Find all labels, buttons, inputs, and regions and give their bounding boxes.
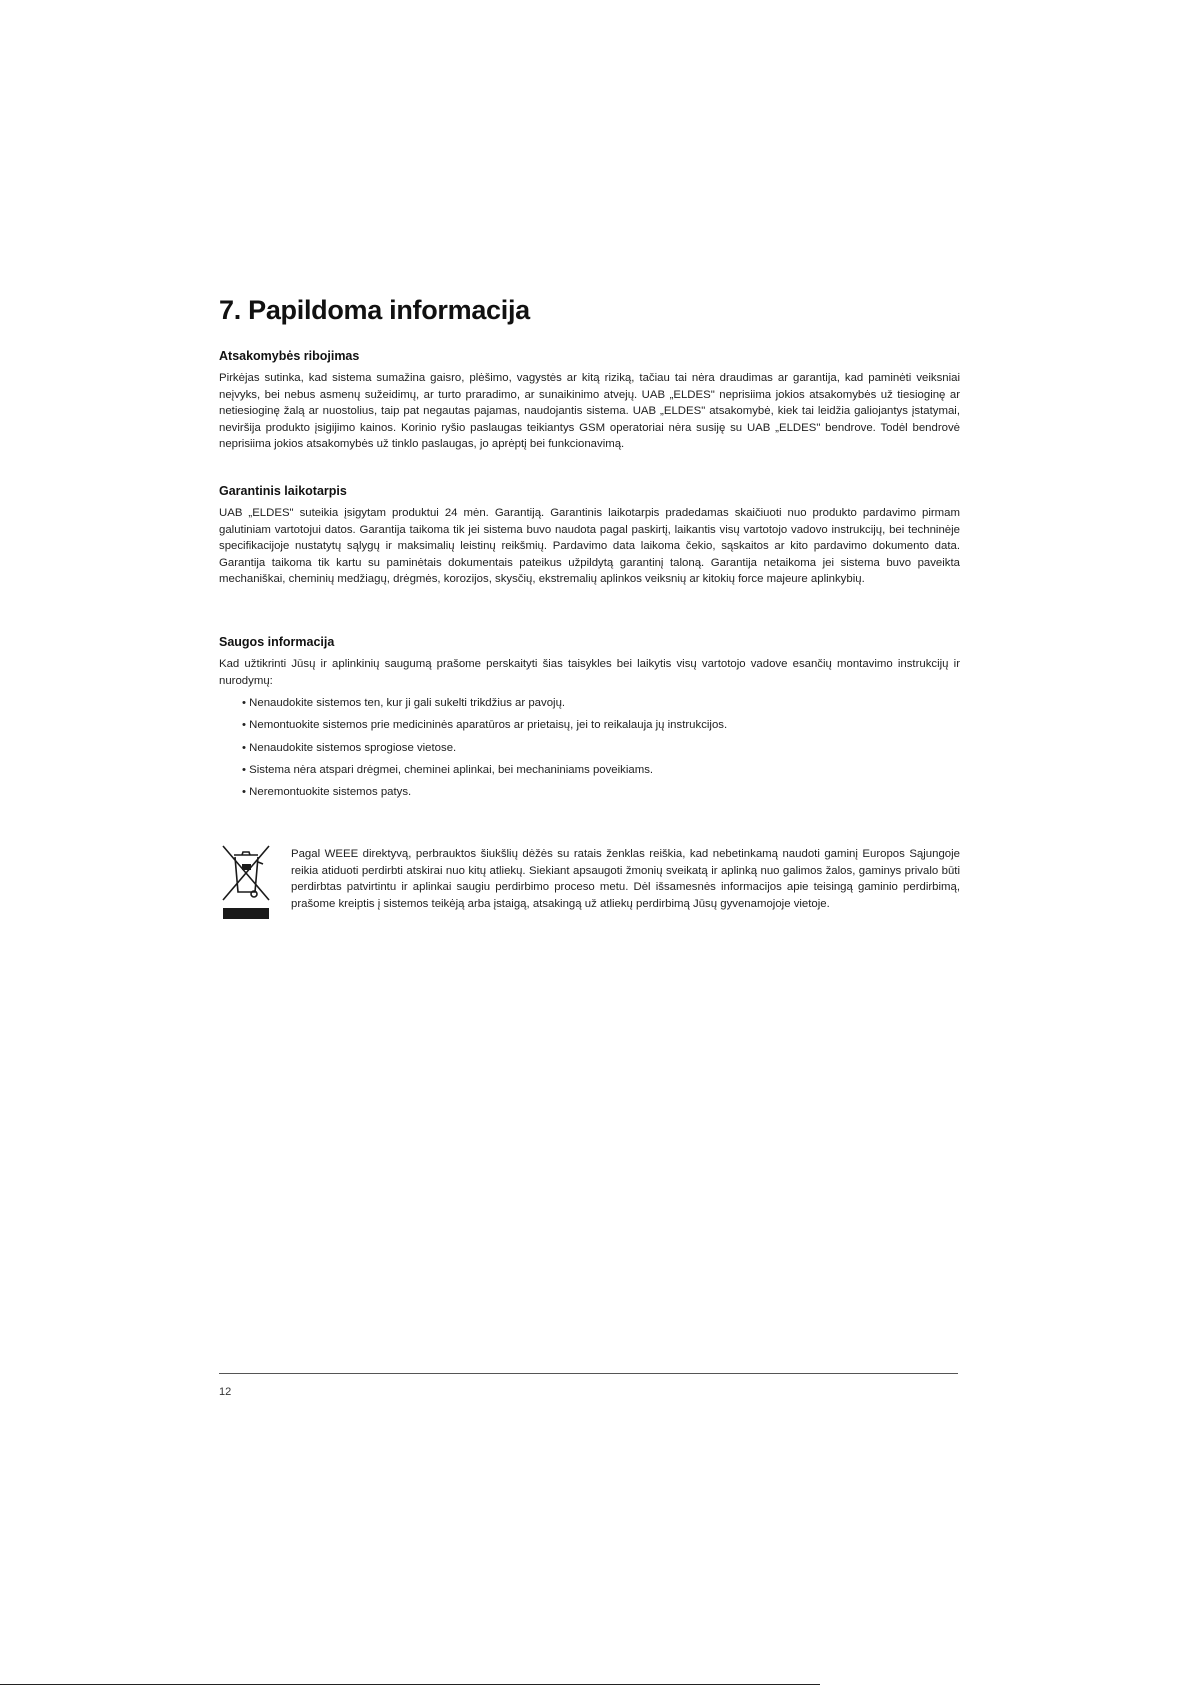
list-item: • Neremontuokite sistemos patys. (242, 784, 960, 800)
section-body-liability: Pirkėjas sutinka, kad sistema sumažina gaisro, plėšimo, vagystės ar kitą riziką, tačiau tai nėra draudimas ar garantija, kad paminėti veiksniai neįvyks, bei nebus asmenų sužeidimų, ar turto praradimo, ar sunaikinimo atvejų. UAB „ELDES" neprisiima jokios atsakomybės už tiesioginę ar netiesioginę žalą ar nuostolius, taip pat negautas pajamas, naudojantis sistema. UAB „ELDES" atsakomybė, kiek tai leidžia galiojantys įstatymai, neviršija produkto įsigijimo kainos. Korinio ryšio paslaugas teikiantys GSM operatoriai nėra susiję su UAB „ELDES" bendrove. Todėl bendrovė neprisiima jokios atsakomybės už tinklo paslaugas, jo aprėptį bei funkcionavimą. (219, 372, 960, 451)
crossed-out-wheelie-bin-icon (219, 842, 273, 920)
list-item: • Sistema nėra atspari drėgmei, cheminei aplinkai, bei mechaniniams poveikiams. (242, 762, 960, 778)
section-heading-safety: Saugos informacija (219, 635, 335, 649)
section-warranty (219, 484, 960, 588)
list-item: • Nemontuokite sistemos prie medicininės aparatūros ar prietaisų, jei to reikalauja jų instrukcijos. (242, 717, 960, 733)
section-heading-liability: Atsakomybės ribojimas (219, 349, 360, 363)
section-body-safety: Kad užtikrinti Jūsų ir aplinkinių saugumą prašome perskaityti šias taisykles bei laikytis visų vartotojo vadove esančių montavimo instrukcijų ir nurodymų: (219, 658, 960, 687)
footer-divider (219, 1373, 958, 1374)
section-body-warranty: UAB „ELDES" suteikia įsigytam produktui 24 mėn. Garantiją. Garantinis laikotarpis pradedamas skaičiuoti nuo produkto pardavimo pirmam galutiniam vartotojui datos. Garantija taikoma tik jei sistema buvo naudota pagal paskirtį, laikantis visų vartotojo vadovo instrukcijų, bei techninėje specifikacijoje nustatytų sąlygų ir maksimalių leistinų reikšmių. Pardavimo data laikoma čekio, sąskaitos ar kito pardavimo dokumento data. Garantija taikoma tik kartu su paminėtais dokumentais pateikus užpildytą garantinį taloną. Garantija netaikoma jei sistema buvo paveikta mechaniškai, cheminių medžiagų, drėgmės, korozijos, skysčių, ekstremalių aplinkos veiksnių ar kitokių force majeure aplinkybių. (219, 507, 960, 586)
section-heading-warranty: Garantinis laikotarpis (219, 484, 347, 498)
safety-bullet-list (242, 695, 960, 800)
weee-text: Pagal WEEE direktyvą, perbrauktos šiukšlių dėžės su ratais ženklas reiškia, kad nebetinkamą naudoti gaminį Europos Sąjungoje reikia atiduoti perdirbti atskirai nuo kitų atliekų. Siekiant apsaugoti žmonių sveikatą ir aplinką nuo galimos žalos, gaminys privalo būti perdirbtas patvirtintu ir aplinkai saugiu perdirbimo proceso metu. Dėl išsamesnės informacijos apie teisingą gaminio perdirbimą, prašome kreiptis į sistemos teikėją arba įstaigą, atsakingą už atliekų perdirbimą Jūsų gyvenamojoje vietoje. (291, 848, 960, 910)
list-item: • Nenaudokite sistemos ten, kur ji gali sukelti trikdžius ar pavojų. (242, 695, 960, 711)
section-liability (219, 349, 960, 453)
page-title: 7. Papildoma informacija (219, 295, 530, 325)
list-item: • Nenaudokite sistemos sprogiose vietose. (242, 740, 960, 756)
section-safety (219, 635, 960, 807)
page-number: 12 (219, 1386, 232, 1398)
